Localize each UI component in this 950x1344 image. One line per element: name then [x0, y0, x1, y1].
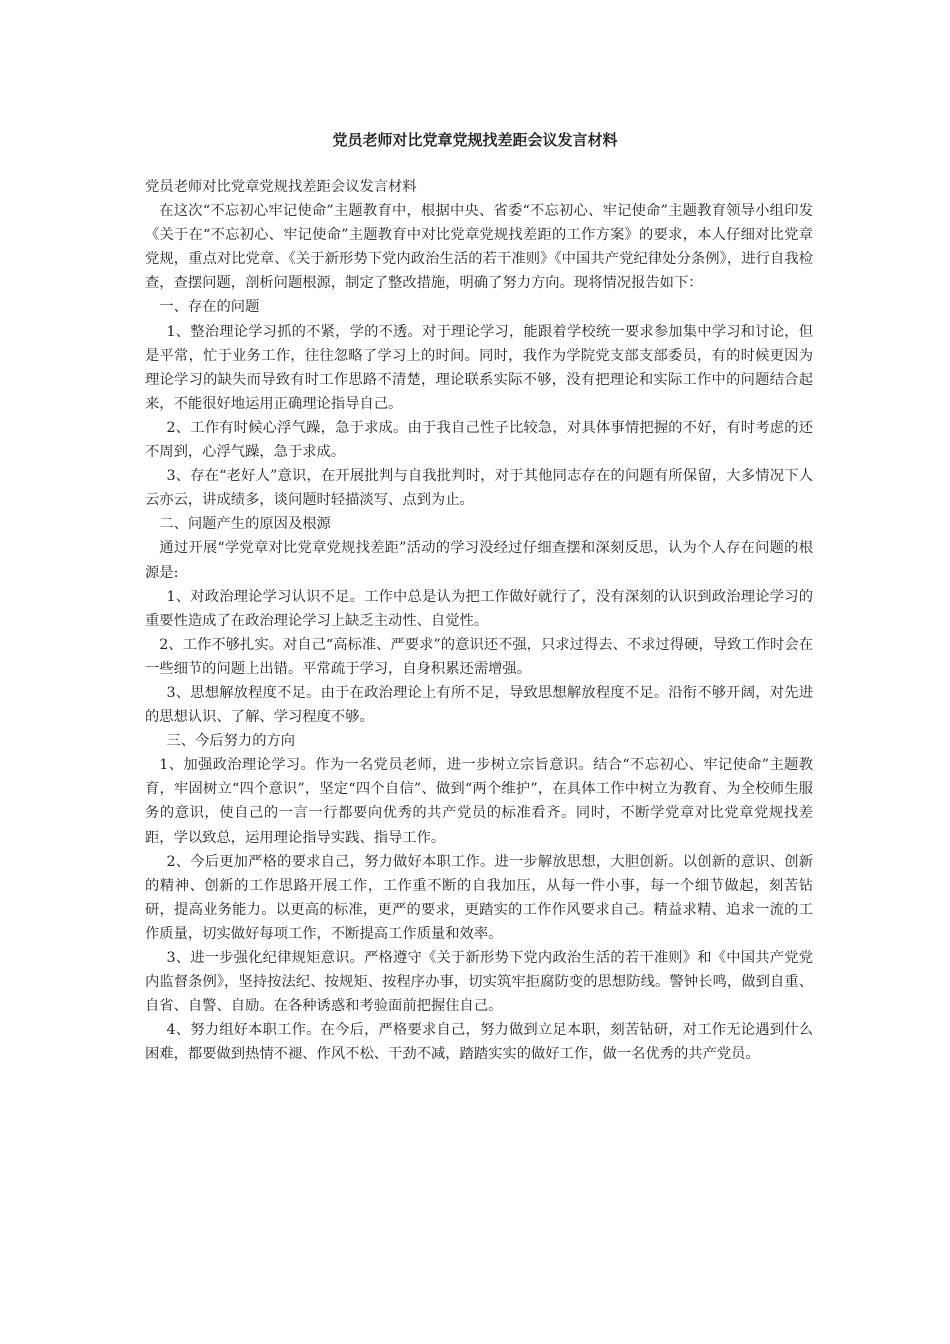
cause-item-3: 3、思想解放程度不足。由于在政治理论上有所不足，导致思想解放程度不足。沿衔不够开阔，对先进的思想认识、了解、学习程度不够。: [145, 684, 813, 726]
problem-item-1: 1、整治理论学习抓的不紧，学的不透。对于理论学习，能跟着学校统一要求参加集中学习和讨论，但是平常，忙于业务工作，往往忽略了学习上的时间。同时，我作为学院党支部支部委员，有的时候更因为理论学习的缺失而导致有时工作思路不清楚，理论联系实际不够，没有把理论和实际工作中的问题结合起来，不能很好地运用正确理论指导自己。: [145, 323, 813, 412]
cause-item-1: 1、对政治理论学习认识不足。工作中总是认为把工作做好就行了，没有深刻的认识到政治理论学习的重要性造成了在政治理论学习上缺乏主动性、自觉性。: [145, 588, 813, 629]
problem-item-2: 2、工作有时候心浮气躁，急于求成。由于我自己性子比较急，对具体事情把握的不好，有时考虑的还不周到，心浮气躁，急于求成。: [145, 419, 813, 461]
document-subtitle: 党员老师对比党章党规找差距会议发言材料: [145, 179, 417, 195]
document-title: 党员老师对比党章党规找差距会议发言材料: [332, 131, 618, 149]
document-body: [145, 175, 813, 1066]
causes-intro-paragraph: 通过开展“学党章对比党章党规找差距”活动的学习没经过仔细查摆和深刻反思，认为个人存在问题的根源是:: [145, 540, 813, 581]
section-heading-problems: 一、存在的问题: [159, 299, 260, 316]
intro-paragraph: 在这次“不忘初心牢记使命”主题教育中，根据中央、省委“不忘初心、牢记使命”主题教育领导小组印发《关于在“不忘初心、牢记使命”主题教育中对比党章党规找差距的工作方案》的要求，本人仔细对比党章党规，重点对比党章、《关于新形势下党内政治生活的若干准则》《中国共产党纪律处分条例》，进行自我检查，查摆问题，剖析问题根源，制定了整改措施，明确了努力方向。现将情况报告如下：: [145, 203, 813, 292]
direction-item-3: 3、进一步强化纪律规矩意识。严格遵守《关于新形势下党内政治生活的若干准则》和《中国共产党党内监督条例》，坚持按法纪、按规矩、按程序办事，切实筑牢拒腐防变的思想防线。警钟长鸣，做到自重、自省、自警、自励。在各种诱惑和考验面前把握住自己。: [145, 950, 813, 1015]
problem-item-3: 3、存在“老好人”意识，在开展批判与自我批判时，对于其他同志存在的问题有所保留，大多情况下人云亦云，讲成绩多，谈问题时轻描淡写、点到为止。: [145, 468, 813, 509]
direction-item-4: 4、努力组好本职工作。在今后，严格要求自己，努力做到立足本职，刻苦钻研，对工作无论遇到什么困难，都要做到热情不褪、作风不松、干劲不减，踏踏实实的做好工作，做一名优秀的共产党员。: [145, 1022, 813, 1063]
direction-item-2: 2、今后更加严格的要求自己，努力做好本职工作。进一步解放思想，大胆创新。以创新的意识、创新的精神、创新的工作思路开展工作，工作重不断的自我加压，从每一件小事，每一个细节做起，刻苦钻研，提高业务能力。以更高的标准，更严的要求，更踏实的工作作风要求自己。精益求精、追求一流的工作质量，切实做好每项工作，不断提高工作质量和效率。: [145, 853, 813, 942]
section-heading-causes: 二、问题产生的原因及根源: [159, 516, 331, 533]
direction-item-1: 1、加强政治理论学习。作为一名党员老师，进一步树立宗旨意识。结合“不忘初心、牢记使命”主题教育，牢固树立“四个意识”，坚定“四个自信”、做到“两个维护”，在具体工作中树立为教育、为全校师生服务的意识，使自己的一言一行都要向优秀的共产党员的标准看齐。同时，不断学党章对比党章党规找差距，学以致总，运用理论指导实践、指导工作。: [145, 757, 813, 846]
cause-item-2: 2、工作不够扎实。对自己“高标准、严要求”的意识还不强，只求过得去、不求过得硬，导致工作时会在一些细节的问题上出错。平常疏于学习，自身积累还需增强。: [145, 636, 813, 677]
section-heading-direction: 三、今后努力的方向: [166, 733, 296, 750]
